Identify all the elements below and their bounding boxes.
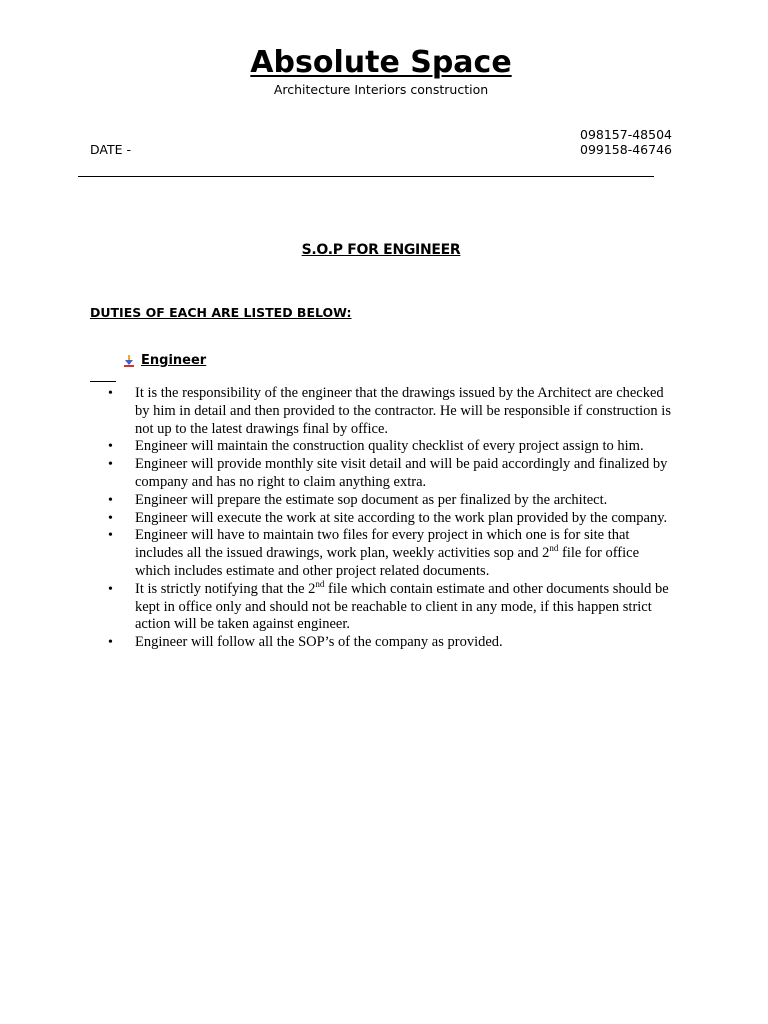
header-divider — [78, 176, 654, 177]
duty-text: Engineer will execute the work at site according to the work plan provided by the company. — [135, 509, 668, 526]
bullet-dot-icon: • — [108, 528, 113, 544]
company-name: Absolute Space — [250, 45, 512, 80]
duty-item — [108, 527, 678, 580]
role-heading — [123, 353, 206, 369]
bullet-dot-icon: • — [108, 439, 113, 455]
duty-item — [108, 385, 678, 438]
duty-item — [108, 510, 678, 528]
company-title — [0, 45, 762, 81]
bullet-dot-icon: • — [108, 635, 113, 651]
duty-text: Engineer will provide monthly site visit detail and will be paid accordingly and finalized by company and has no right to claim anything extra. — [135, 456, 668, 490]
duty-item — [108, 578, 678, 634]
duty-item — [108, 438, 678, 456]
duty-text: It is strictly notifying that the 2nd file which contain estimate and other documents should be kept in office only and should not be reachable to client in any mode, if this happen strict action will be taken against engineer. — [135, 578, 669, 633]
short-underline — [90, 381, 116, 382]
bullet-dot-icon: • — [108, 492, 113, 508]
duty-item — [108, 634, 678, 652]
bullet-dot-icon: • — [108, 510, 113, 526]
document-title — [0, 241, 762, 259]
duties-heading: DUTIES OF EACH ARE LISTED BELOW: — [90, 305, 352, 320]
bullet-dot-icon: • — [108, 386, 113, 401]
duty-text: Engineer will maintain the construction quality checklist of every project assign to him. — [135, 438, 644, 455]
phone-numbers — [580, 127, 672, 157]
phone-1: 098157-48504 — [580, 127, 672, 142]
duties-list — [108, 385, 678, 652]
duty-text: Engineer will follow all the SOP’s of the company as provided. — [135, 634, 503, 651]
arrow-marker-icon — [123, 355, 135, 367]
role-label: Engineer — [141, 353, 207, 368]
duty-text: Engineer will prepare the estimate sop document as per finalized by the architect. — [135, 491, 608, 508]
duty-item — [108, 456, 678, 492]
duty-text: It is the responsibility of the engineer that the drawings issued by the Architect are checked by him in detail and then provided to the contractor. He will be responsible if construction is not up to the latest drawings final by office. — [135, 385, 671, 437]
document-title-text: S.O.P FOR ENGINEER — [301, 242, 461, 258]
bullet-dot-icon: • — [108, 457, 113, 473]
phone-2: 099158-46746 — [580, 142, 672, 157]
duty-item — [108, 492, 678, 510]
company-tagline: Architecture Interiors construction — [273, 82, 489, 97]
bullet-dot-icon: • — [108, 581, 113, 597]
date-label: DATE - — [90, 142, 132, 157]
duty-text: Engineer will have to maintain two files for every project in which one is for site that includes all the issued drawings, work plan, weekly activities sop and 2nd file for office which includes estimate and other project related documents. — [135, 527, 640, 579]
